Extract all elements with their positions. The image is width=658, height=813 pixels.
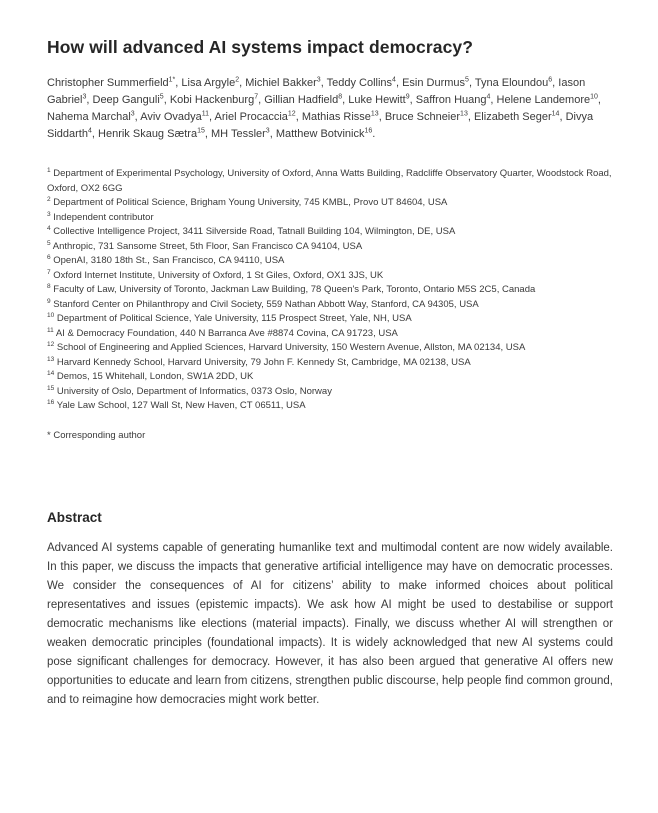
author-name: Matthew Botvinick (275, 128, 365, 140)
author: Tyna Eloundou$^6$, (474, 76, 559, 89)
author: Ariel Procaccia$^{12}$, (214, 110, 302, 123)
author-name: Lisa Argyle (181, 77, 236, 89)
affiliation-superscript: 9 (47, 297, 51, 305)
abstract-text: Advanced AI systems capable of generating humanlike text and multimodal content are now widely available. In this paper, we discuss the impacts that generative artificial intelligence may have on democratic processes. We consider the consequences of AI for citizens’ ability to make informed choices about political representatives and issues (epistemic impacts). We ask how AI might be used to destabilise or support democratic mechanisms like elections (material impacts). Finally, we discuss whether AI will strengthen or weaken democratic principles (foundational impacts). It is widely acknowledged that new AI systems could pose significant challenges for democracy. However, it has also been argued that generative AI offers new opportunities to educate and learn from citizens, strengthen public discourse, help people find common ground, and to reimagine how democracies might work better. (47, 542, 613, 706)
author: Iason Gabriel$^3$, (47, 77, 586, 106)
author-superscript: 5 (465, 76, 469, 84)
author-superscript: 8 (338, 93, 343, 101)
affiliation-superscript: 1 (47, 166, 51, 174)
author-superscript: 5 (159, 93, 164, 101)
affiliation-superscript: 4 (47, 224, 51, 232)
author-name: MH Tessler (210, 128, 266, 140)
author: Luke Hewitt$^9$, (348, 93, 416, 106)
affiliation-superscript: 7 (47, 268, 51, 276)
affiliation: $^7$ Oxford Internet Institute, University of Oxford, 1 St Giles, Oxford, OX1 3JS, UK (47, 268, 384, 281)
affiliation: $^9$ Stanford Center on Philanthropy and Civil Society, 559 Nathan Abbott Way, Stanford, CA 94305, USA (47, 297, 479, 310)
author: Nahema Marchal$^3$, (47, 110, 141, 123)
author-name: Elizabeth Seger (473, 111, 552, 123)
author-superscript: 3 (265, 127, 270, 135)
affiliation: $^{11}$ AI & Democracy Foundation, 440 N Barranca Ave #8874 Covina, CA 91723, USA (47, 326, 398, 339)
author-superscript: 9 (405, 93, 410, 101)
author-superscript: 6 (548, 76, 553, 84)
affiliation-superscript: 2 (47, 195, 51, 203)
affiliation: $^{13}$ Harvard Kennedy School, Harvard University, 79 John F. Kennedy St, Cambridge, MA 02138, USA (47, 355, 471, 368)
author-name: Iason Gabriel (47, 77, 586, 106)
author-superscript: 15 (197, 127, 205, 135)
affiliation: $^{14}$ Demos, 15 Whitehall, London, SW1A 2DD, UK (47, 369, 254, 382)
author: Saffron Huang$^4$, (415, 93, 497, 106)
affiliation-superscript: 6 (47, 253, 51, 261)
author-superscript: 3 (82, 93, 87, 101)
affiliation: $^4$ Collective Intelligence Project, 3411 Silverside Road, Tatnall Building 104, Wilmington, DE, USA (47, 224, 456, 237)
author-superscript: 7 (254, 93, 259, 101)
affiliation-superscript: 13 (47, 355, 55, 363)
paper-title: How will advanced AI systems impact democracy? (47, 37, 474, 57)
affiliation-superscript: 11 (47, 326, 54, 334)
author-superscript: 11 (201, 110, 210, 118)
author: Bruce Schneier$^{13}$, (384, 110, 474, 123)
author-name: Kobi Hackenburg (169, 94, 255, 106)
author: Lisa Argyle$^2$, (181, 76, 246, 89)
author-superscript: 16 (364, 127, 373, 135)
affiliation: $^1$ Department of Experimental Psychology, University of Oxford, Anna Watts Building, Radcliffe Observatory Quarter, Woodstock Road, Oxford, OX2 6GG (47, 166, 612, 194)
author-name: Bruce Schneier (384, 111, 461, 123)
author-superscript: 4 (486, 93, 491, 101)
author-name: Divya Siddarth (47, 111, 594, 140)
author: Divya Siddarth$^4$, (47, 111, 594, 140)
author-name: Nahema Marchal (47, 111, 131, 123)
affiliation: $^{15}$ University of Oslo, Department of Informatics, 0373 Oslo, Norway (47, 384, 332, 397)
author-list (47, 75, 613, 143)
author-name: Henrik Skaug Sætra (98, 128, 198, 140)
author-superscript: 2 (235, 76, 240, 84)
author-name: Helene Landemore (496, 94, 591, 106)
affiliation-superscript: 5 (47, 239, 51, 247)
author: Kobi Hackenburg$^7$, (169, 93, 265, 106)
author: Helene Landemore$^{10}$, (496, 93, 601, 106)
author: Elizabeth Seger$^{14}$, (473, 110, 566, 123)
author: Aviv Ovadya$^{11}$, (140, 110, 215, 123)
author-superscript: 1* (168, 76, 176, 84)
affiliation: $^2$ Department of Political Science, Brigham Young University, 745 KMBL, Provo UT 84604, USA (47, 195, 448, 208)
author: Matthew Botvinick$^{16}$. (275, 127, 376, 140)
author: Michiel Bakker$^3$, (245, 76, 327, 89)
author: Deep Ganguli$^5$, (92, 93, 170, 106)
affiliation: $^3$ Independent contributor (47, 210, 154, 223)
affiliation-superscript: 12 (47, 340, 55, 348)
author: MH Tessler$^3$, (210, 127, 276, 140)
author: Esin Durmus$^5$, (402, 76, 475, 89)
author-name: Mathias Risse (301, 111, 371, 123)
author-name: Tyna Eloundou (474, 77, 549, 89)
affiliation-superscript: 3 (47, 210, 51, 218)
affiliation-superscript: 10 (47, 311, 55, 319)
author-name: Christopher Summerfield (47, 77, 169, 89)
author-superscript: 3 (316, 76, 321, 84)
affiliation: $^{10}$ Department of Political Science, Yale University, 115 Prospect Street, Yale, NH, USA (47, 311, 412, 324)
author-superscript: 12 (287, 110, 296, 118)
author-superscript: 14 (551, 110, 560, 118)
author-name: Aviv Ovadya (140, 111, 202, 123)
affiliation: $^6$ OpenAI, 3180 18th St., San Francisco, CA 94110, USA (47, 253, 285, 266)
author-name: Michiel Bakker (245, 77, 317, 89)
corresponding-author-note: * Corresponding author (47, 429, 146, 441)
author-superscript: 4 (87, 127, 92, 135)
affiliation-superscript: 16 (47, 398, 55, 406)
author-superscript: 10 (590, 93, 598, 101)
author-name: Esin Durmus (402, 77, 466, 89)
author-name: Gillian Hadfield (264, 94, 339, 106)
affiliation: $^8$ Faculty of Law, University of Toronto, Jackman Law Building, 78 Queen's Park, Toronto, Ontario M5S 2C5, Canada (47, 282, 536, 295)
abstract-heading: Abstract (47, 510, 102, 525)
author-name: Saffron Huang (415, 94, 487, 106)
affiliation: $^{16}$ Yale Law School, 127 Wall St, New Haven, CT 06511, USA (47, 398, 306, 411)
author: Christopher Summerfield$^{1*}$, (47, 76, 182, 89)
author-superscript: 3 (130, 110, 135, 118)
affiliation: $^5$ Anthropic, 731 Sansome Street, 5th Floor, San Francisco CA 94104, USA (47, 239, 363, 252)
author: Henrik Skaug Sætra$^{15}$, (98, 127, 211, 140)
author: Teddy Collins$^4$, (326, 76, 403, 89)
author-superscript: 13 (370, 110, 379, 118)
author-name: Luke Hewitt (348, 94, 406, 106)
affiliation: $^{12}$ School of Engineering and Applied Sciences, Harvard University, 150 Western Avenue, Allston, MA 02134, USA (47, 340, 526, 353)
affiliation-superscript: 14 (47, 369, 55, 377)
author-name: Ariel Procaccia (214, 111, 288, 123)
author: Mathias Risse$^{13}$, (301, 110, 385, 123)
affiliation-superscript: 8 (47, 282, 51, 290)
author: Gillian Hadfield$^8$, (264, 93, 349, 106)
author-superscript: 4 (392, 76, 396, 84)
affiliation-superscript: 15 (47, 384, 55, 392)
author-name: Teddy Collins (326, 77, 393, 89)
author-superscript: 13 (460, 110, 468, 118)
affiliation-list (47, 167, 613, 414)
author-name: Deep Ganguli (92, 94, 160, 106)
